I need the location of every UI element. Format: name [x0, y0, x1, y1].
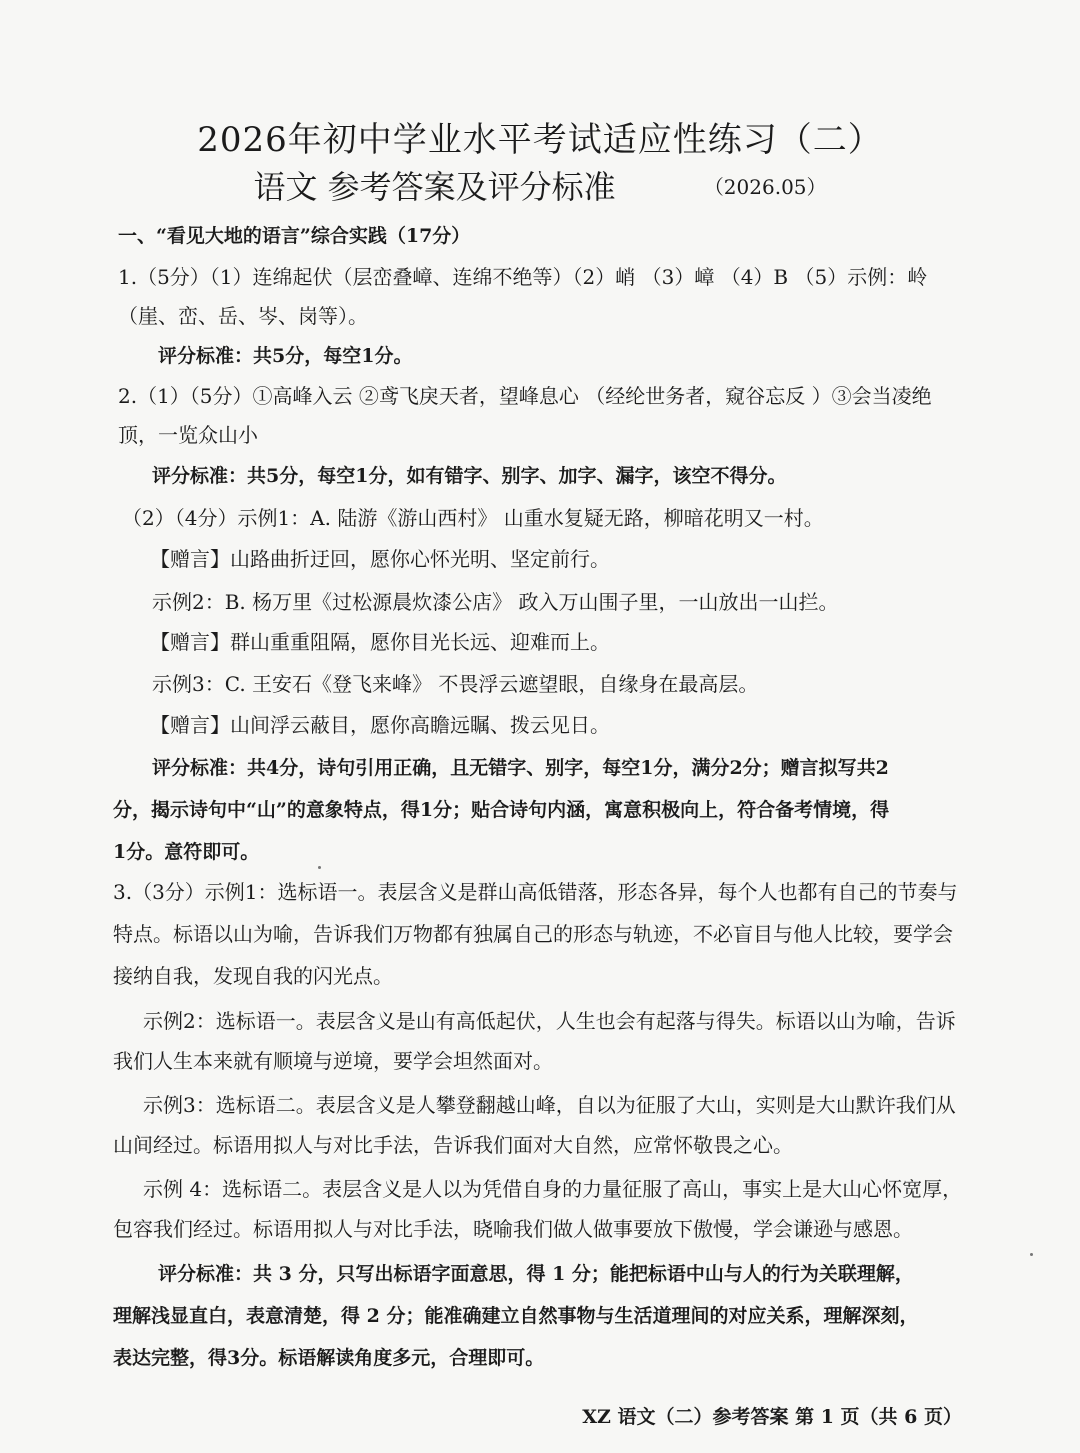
answer-line: 示例2：B. 杨万里《过松源晨炊漆公店》 政入万山围子里，一山放出一山拦。 — [152, 590, 839, 614]
answer-line: 示例3：选标语二。表层含义是人攀登翻越山峰，自以为征服了大山，实则是大山默许我们从 — [143, 1093, 956, 1117]
scoring-criteria: 评分标准：共 3 分，只写出标语字面意思，得 1 分；能把标语中山与人的行为关联理解， — [158, 1263, 914, 1285]
answer-line: （崖、峦、岳、岑、岗等）。 — [118, 304, 368, 328]
answer-line: 山间经过。标语用拟人与对比手法，告诉我们面对大自然，应常怀敬畏之心。 — [113, 1133, 793, 1157]
answer-line: 包容我们经过。标语用拟人与对比手法，晓喻我们做人做事要放下傲慢，学会谦逊与感恩。 — [113, 1217, 913, 1241]
answer-line: 2.（1）（5分）①高峰入云 ②鸢飞戾天者，望峰息心 （经纶世务者，窥谷忘反 ）③会当凌绝 — [118, 384, 932, 408]
answer-line: 特点。标语以山为喻，告诉我们万物都有独属自己的形态与轨迹，不必盲目与他人比较，要学会 — [113, 922, 953, 946]
answer-line: 我们人生本来就有顺境与逆境，要学会坦然面对。 — [113, 1049, 553, 1073]
scoring-criteria: 评分标准：共4分，诗句引用正确，且无错字、别字，每空1分，满分2分；赠言拟写共2 — [152, 757, 889, 779]
document-date: （2026.05） — [703, 175, 827, 199]
document-title: 2026年初中学业水平考试适应性练习（二） — [197, 120, 883, 160]
answer-line: 示例 4：选标语二。表层含义是人以为凭借自身的力量征服了高山，事实上是大山心怀宽厚， — [143, 1177, 963, 1201]
page-footer: XZ 语文（二）参考答案 第 1 页（共 6 页） — [582, 1406, 962, 1428]
scoring-criteria: 表达完整，得3分。标语解读角度多元，合理即可。 — [113, 1347, 545, 1369]
scoring-criteria: 分，揭示诗句中“山”的意象特点，得1分；贴合诗句内涵，寓意积极向上，符合备考情境，得 — [113, 799, 890, 821]
scoring-criteria: 评分标准：共5分，每空1分。 — [158, 345, 413, 367]
gift-line: 【赠言】山间浮云蔽目，愿你高瞻远瞩、拨云见日。 — [150, 713, 610, 737]
scoring-criteria: 1分。意符即可。 — [113, 841, 260, 863]
answer-line: 1.（5分）（1）连绵起伏（层峦叠嶂、连绵不绝等）（2）峭 （3）嶂 （4）B （5）示例：岭 — [118, 265, 928, 289]
section-heading: 一、“看见大地的语言”综合实践（17分） — [118, 225, 471, 247]
scan-speck — [1030, 1253, 1033, 1256]
answer-line: 接纳自我，发现自我的闪光点。 — [113, 964, 393, 988]
subject-heading: 语文 参考答案及评分标准 — [253, 168, 616, 206]
answer-line: 示例2：选标语一。表层含义是山有高低起伏，人生也会有起落与得失。标语以山为喻，告诉 — [143, 1009, 956, 1033]
scoring-criteria: 理解浅显直白，表意清楚，得 2 分；能准确建立自然事物与生活道理间的对应关系，理解深刻， — [113, 1305, 919, 1327]
answer-line: 示例3：C. 王安石《登飞来峰》 不畏浮云遮望眼，自缘身在最高层。 — [152, 672, 759, 696]
answer-line: 3.（3分）示例1：选标语一。表层含义是群山高低错落，形态各异，每个人也都有自己的节奏与 — [113, 880, 958, 904]
scan-speck — [318, 866, 321, 869]
answer-line: （2）（4分）示例1：A. 陆游《游山西村》 山重水复疑无路，柳暗花明又一村。 — [122, 506, 824, 530]
scoring-criteria: 评分标准：共5分，每空1分，如有错字、别字、加字、漏字，该空不得分。 — [152, 465, 787, 487]
gift-line: 【赠言】群山重重阻隔，愿你目光长远、迎难而上。 — [150, 630, 610, 654]
answer-line: 顶，一览众山小 — [118, 423, 258, 447]
document-subtitle — [0, 162, 1080, 208]
gift-line: 【赠言】山路曲折迂回，愿你心怀光明、坚定前行。 — [150, 547, 610, 571]
